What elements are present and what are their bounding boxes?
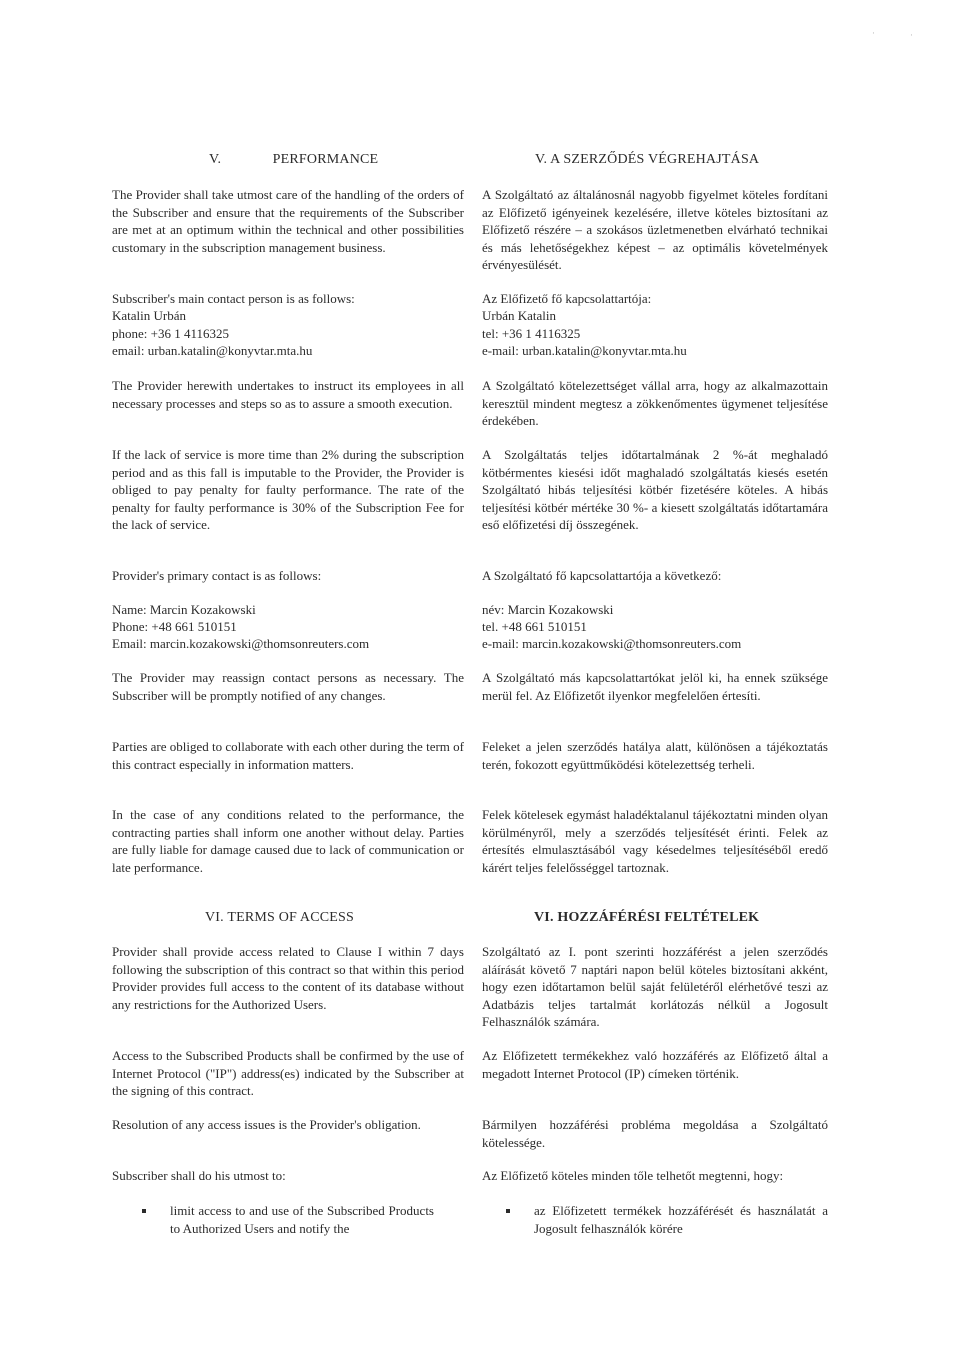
performance-paragraph-2-en: The Provider herewith undertakes to instruct its employees in all necessary processes and steps so as to assure a smooth execution. [112, 378, 464, 411]
access-paragraph-3-en: Resolution of any access issues is the Provider's obligation. [112, 1117, 421, 1132]
access-paragraph-1-hu: Szolgáltató az I. pont szerinti hozzáférést a jelen szerződés aláírását követő 7 naptári napon belül köteles biztosítani akként, hogy ezen időtartamon belül saját felületéről elérhetővé teszi az Adatbázis teljes tartalmát korlátozás nélkül a Jogosult Felhasználók számára. [482, 944, 828, 1029]
performance-paragraph-1-hu: A Szolgáltató az általánosnál nagyobb figyelmet köteles fordítani az Előfizető igényeinek kezelésére, illetve köteles biztosítani az Előfizető részére – a szokásos üzletmenetben elvárható technikai és más lehetőségekhez képest – az optimális követelmények érvényesülését. [482, 187, 828, 272]
performance-paragraph-1-en: The Provider shall take utmost care of the handling of the orders of the Subscriber and ensure that the requirements of the Subscriber are met at an optimum within the technical and other possibilities customary in the subscription management business. [112, 187, 464, 255]
performance-paragraph-5-en: Parties are obliged to collaborate with each other during the term of this contract especially in information matters. [112, 739, 464, 772]
performance-paragraph-2-hu: A Szolgáltató kötelezettséget vállal arra, hogy az alkalmazottain keresztül mindent megtesz a zökkenőmentes ügymenet teljesítése érdekében. [482, 378, 828, 428]
bullet-text-en: limit access to and use of the Subscribed Products to Authorized Users and notify the [170, 1203, 434, 1236]
performance-paragraph-4-hu: A Szolgáltató más kapcsolattartókat jelöl ki, ha ennek szüksége merül fel. Az Előfizetőt ilyenkor megfelelően értesíti. [482, 670, 828, 703]
bullet-text-hu: az Előfizetett termékek hozzáférését és használatát a Jogosult felhasználók körére [534, 1203, 828, 1236]
section-v-number: V. [209, 152, 222, 167]
access-paragraph-3-hu: Bármilyen hozzáférési probléma megoldása a Szolgáltató kötelessége. [482, 1117, 828, 1150]
bullet-marker [506, 1209, 510, 1213]
performance-paragraph-3-hu: A Szolgáltatás teljes időtartalmának 2 %-át meghaladó kötbérmentes kiesési időt maghaladó szolgáltatás kiesés esetén Szolgáltató hibás teljesítési kötbér fizetésére köteles. A hibás teljesítési kötbér mértéke 30 %- a kiesett szolgáltatás időtartamára eső előfizetési díj összegének. [482, 447, 828, 532]
section-v-title: PERFORMANCE [272, 152, 379, 167]
performance-paragraph-6-en: In the case of any conditions related to the performance, the contracting parties shall inform one another without delay. Parties are fully liable for damage caused due to lack of communication or late performance. [112, 807, 464, 875]
section-v-heading-hu: V. A SZERZŐDÉS VÉGREHAJTÁSA [535, 152, 760, 167]
provider-contact-name-hu: név: Marcin Kozakowski [482, 602, 614, 617]
performance-paragraph-6-hu: Felek kötelesek egymást haladéktalanul tájékoztatni minden olyan körülményről, mely a szerződés teljesítését érinti. Felek az értesítés elmulasztásából vagy késedelmes teljesítéséből eredő kárért teljes felelősséggel tartoznak. [482, 807, 828, 875]
subscriber-contact-phone-en: phone: +36 1 4116325 [112, 326, 229, 341]
bullet-item-en [142, 1202, 434, 1237]
access-paragraph-2-en: Access to the Subscribed Products shall be confirmed by the use of Internet Protocol ("IP") address(es) indicated by the Subscriber at the signing of this contract. [112, 1048, 464, 1098]
access-paragraph-1-en: Provider shall provide access related to Clause I within 7 days following the subscription of this contract so that within this period Provider provides full access to the content of its database without any restrictions for the Authorized Users. [112, 944, 464, 1012]
provider-contact-name-en: Name: Marcin Kozakowski [112, 602, 256, 617]
provider-contact-email-en: Email: marcin.kozakowski@thomsonreuters.com [112, 636, 370, 651]
subscriber-contact-intro-hu: Az Előfizető fő kapcsolattartója: [482, 291, 652, 306]
subscriber-contact-intro-en: Subscriber's main contact person is as follows: [112, 291, 355, 306]
subscriber-contact-name-en: Katalin Urbán [112, 308, 187, 323]
performance-paragraph-4-en: The Provider may reassign contact persons as necessary. The Subscriber will be promptly notified of any changes. [112, 670, 464, 703]
subscriber-contact-email-hu: e-mail: urban.katalin@konyvtar.mta.hu [482, 343, 687, 358]
provider-contact-intro-en: Provider's primary contact is as follows: [112, 568, 322, 583]
bullet-item-hu [506, 1202, 828, 1237]
scan-speck: · [872, 29, 875, 39]
section-v-heading-en [209, 151, 378, 169]
provider-contact-phone-en: Phone: +48 661 510151 [112, 619, 237, 634]
scan-speck: · [910, 31, 913, 41]
subscriber-contact-phone-hu: tel: +36 1 4116325 [482, 326, 581, 341]
section-vi-heading-hu: VI. HOZZÁFÉRÉSI FELTÉTELEK [534, 910, 760, 925]
provider-contact-phone-hu: tel. +48 661 510151 [482, 619, 587, 634]
provider-contact-intro-hu: A Szolgáltató fő kapcsolattartója a következő: [482, 568, 722, 583]
provider-contact-email-hu: e-mail: marcin.kozakowski@thomsonreuters.com [482, 636, 742, 651]
performance-paragraph-5-hu: Feleket a jelen szerződés hatálya alatt, különösen a tájékoztatás terén, fokozott együttműködési kötelezettség terheli. [482, 739, 828, 772]
subscriber-contact-name-hu: Urbán Katalin [482, 308, 557, 323]
section-vi-heading-en: VI. TERMS OF ACCESS [205, 910, 355, 925]
access-paragraph-4-hu: Az Előfizető köteles minden tőle telhetőt megtenni, hogy: [482, 1168, 784, 1183]
access-paragraph-2-hu: Az Előfizetett termékekhez való hozzáférés az Előfizető által a megadott Internet Protocol (IP) címeken történik. [482, 1048, 828, 1081]
performance-paragraph-3-en: If the lack of service is more time than 2% during the subscription period and as this fall is imputable to the Provider, the Provider is obliged to pay penalty for faulty performance. The rate of the penalty for faulty performance is 30% of the Subscription Fee for the lack of service. [112, 447, 464, 532]
access-paragraph-4-en: Subscriber shall do his utmost to: [112, 1168, 286, 1183]
bullet-marker [142, 1209, 146, 1213]
subscriber-contact-email-en: email: urban.katalin@konyvtar.mta.hu [112, 343, 313, 358]
